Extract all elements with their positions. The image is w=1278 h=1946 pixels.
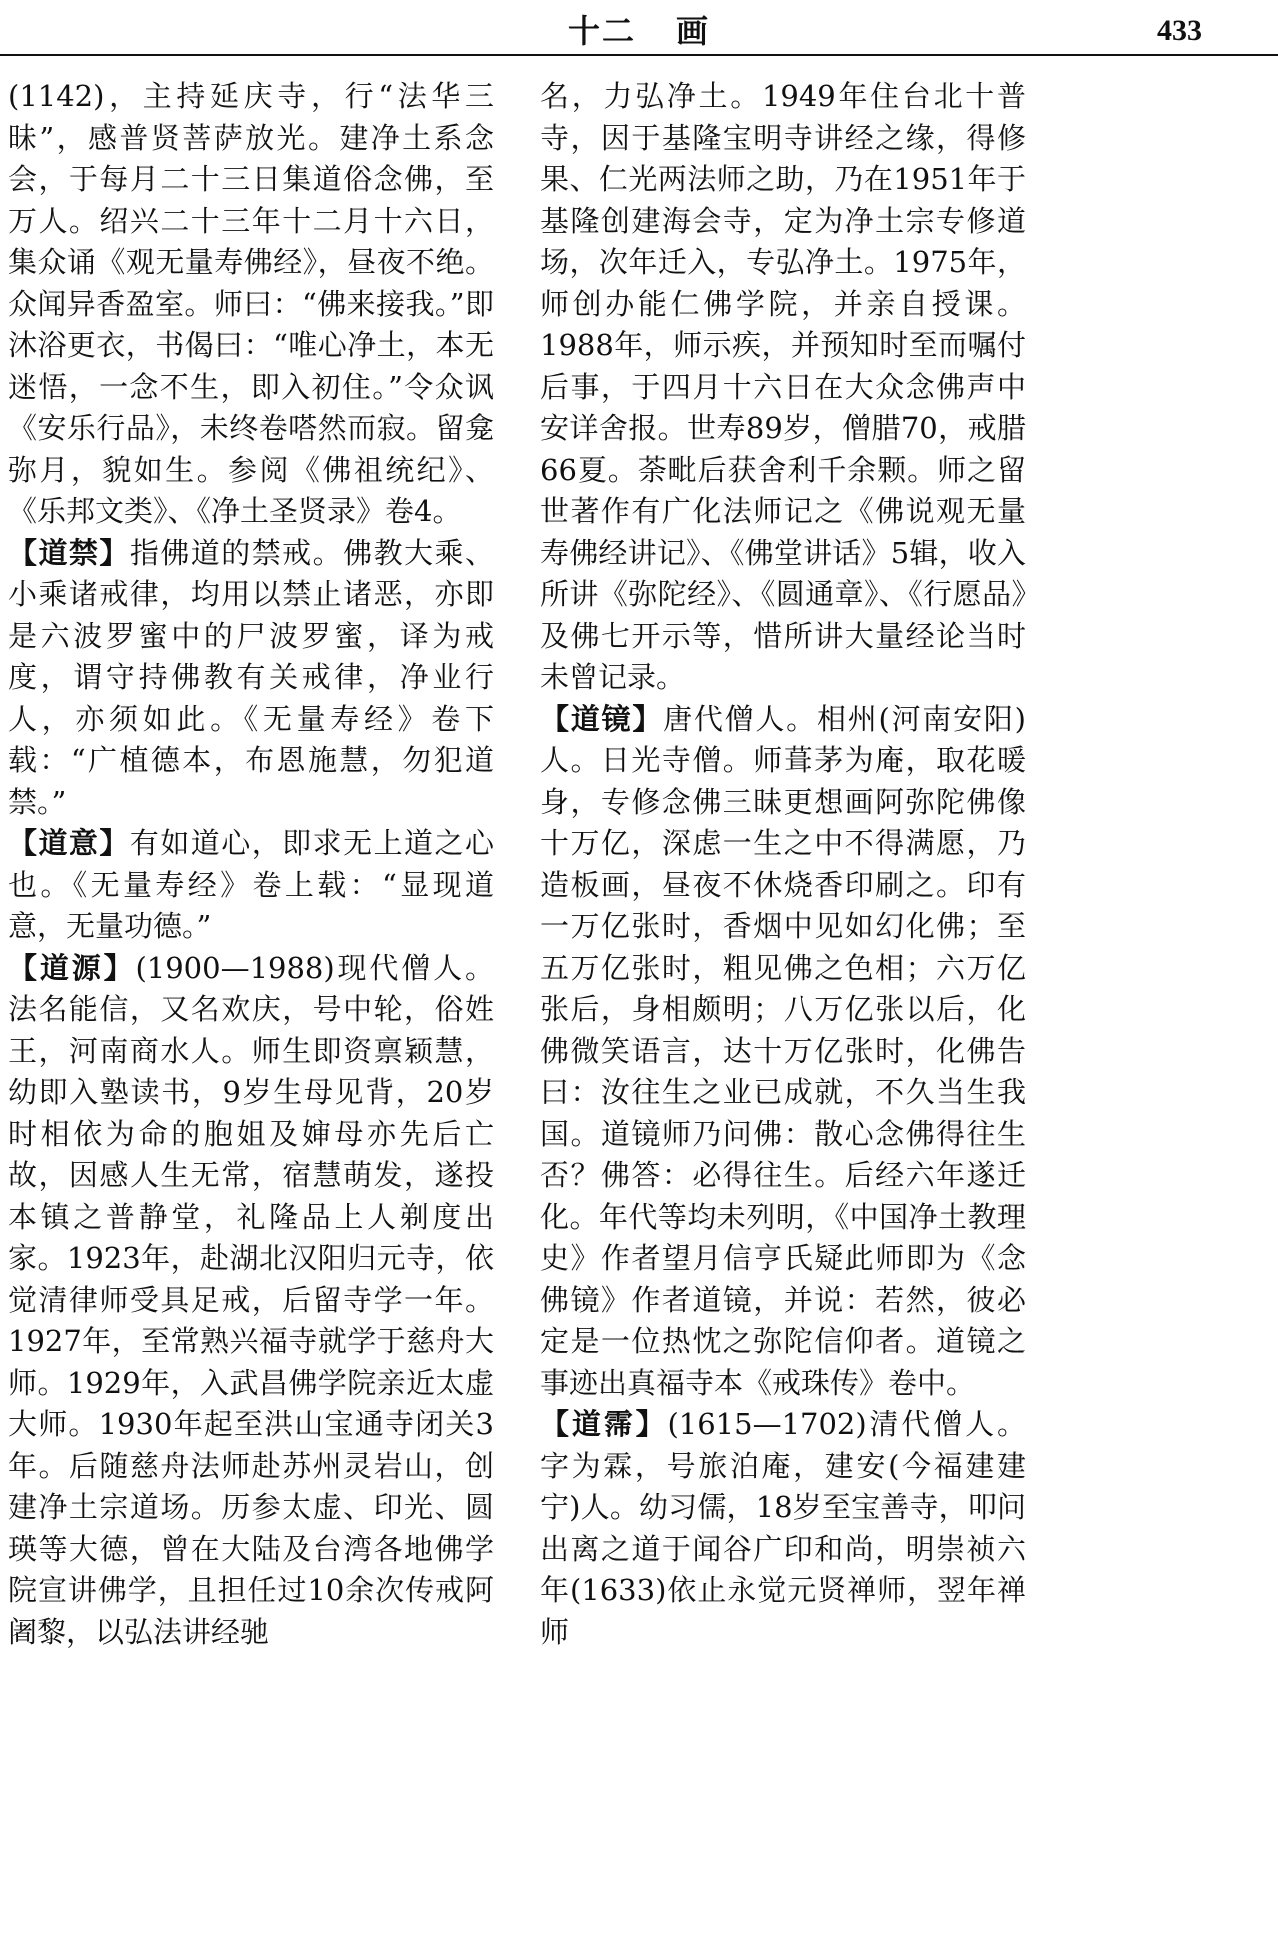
entry-daopei bbox=[540, 1404, 1026, 1653]
page-number: 433 bbox=[1157, 14, 1202, 47]
entry-daoyuan bbox=[8, 948, 494, 1654]
entry-body: 指佛道的禁戒。佛教大乘、小乘诸戒律，均用以禁止诸恶，亦即是六波罗蜜中的尸波罗蜜，译为戒度，谓守持佛教有关戒律，净业行人，亦须如此。《无量寿经》卷下载：“广植德本，布恩施慧，勿犯道禁。” bbox=[8, 535, 494, 819]
entry-headword: 【道源】 bbox=[8, 950, 136, 985]
chapter-title-part2: 画 bbox=[676, 12, 711, 50]
entry-daojing bbox=[540, 699, 1026, 1405]
chapter-title-part1: 十二 bbox=[567, 12, 636, 50]
entry-daojin bbox=[8, 533, 494, 824]
entry-continued-text bbox=[540, 76, 1026, 699]
page-header bbox=[0, 0, 1278, 60]
entry-headword: 【道霈】 bbox=[540, 1407, 668, 1441]
entry-body: (1615—1702)清代僧人。字为霖，号旅泊庵，建安(今福建建宁)人。幼习儒，18岁至宝善寺，叩问出离之道于闻谷广印和尚，明崇祯六年(1633)依止永觉元贤禅师，翌年禅师 bbox=[540, 1407, 1026, 1649]
entry-body: (1900—1988)现代僧人。法名能信，又名欢庆，号中轮，俗姓王，河南商水人。师生即资禀颖慧，幼即入塾读书，9岁生母见背，20岁时相依为命的胞姐及婶母亦先后亡故，因感人生无常，宿慧萌发，遂投本镇之普静堂，礼隆品上人剃度出家。1923年，赴湖北汉阳归元寺，依觉清律师受具足戒，后留寺学一年。1927年，至常熟兴福寺就学于慈舟大师。1929年，入武昌佛学院亲近太虚大师。1930年起至洪山宝通寺闭关3年。后随慈舟法师赴苏州灵岩山，创建净土宗道场。历参太虚、印光、圆瑛等大德，曾在大陆及台湾各地佛学院宣讲佛学，且担任过10余次传戒阿阇黎，以弘法讲经驰 bbox=[8, 950, 494, 1649]
right-column bbox=[540, 76, 1026, 1653]
entry-daoyi bbox=[8, 823, 494, 948]
entry-headword: 【道意】 bbox=[8, 826, 130, 860]
entry-headword: 【道禁】 bbox=[8, 535, 130, 570]
entry-body: (1142)，主持延庆寺，行“法华三昧”，感普贤菩萨放光。建净土系念会，于每月二十三日集道俗念佛，至万人。绍兴二十三年十二月十六日，集众诵《观无量寿佛经》，昼夜不绝。众闻异香盈室。师曰：“佛来接我。”即沐浴更衣，书偈曰：“唯心净土，本无迷悟，一念不生，即入初住。”令众讽《安乐行品》，未终卷嗒然而寂。留龛弥月，貌如生。参阅《佛祖统纪》、《乐邦文类》、《净土圣贤录》卷4。 bbox=[8, 79, 494, 528]
left-column bbox=[8, 76, 494, 1653]
entry-body: 名，力弘净土。1949年住台北十普寺，因于基隆宝明寺讲经之缘，得修果、仁光两法师之助，乃在1951年于基隆创建海会寺，定为净土宗专修道场，次年迁入，专弘净土。1975年，师创办能仁佛学院，并亲自授课。1988年，师示疾，并预知时至而嘱付后事，于四月十六日在大众念佛声中安详舍报。世寿89岁，僧腊70，戒腊66夏。荼毗后获舍利千余颗。师之留世著作有广化法师记之《佛说观无量寿佛经讲记》、《佛堂讲话》5辑，收入所讲《弥陀经》、《圆通章》、《行愿品》及佛七开示等，惜所讲大量经论当时未曾记录。 bbox=[540, 79, 1026, 694]
entry-body: 有如道心，即求无上道之心也。《无量寿经》卷上载：“显现道意，无量功德。” bbox=[8, 826, 494, 943]
entry-headword: 【道镜】 bbox=[540, 701, 664, 736]
entry-continued-text bbox=[8, 76, 494, 533]
chapter-title bbox=[0, 6, 1278, 52]
entry-body: 唐代僧人。相州(河南安阳)人。日光寺僧。师葺茅为庵，取花暖身，专修念佛三昧更想画阿弥陀佛像十万亿，深虑一生之中不得满愿，乃造板画，昼夜不休烧香印刷之。印有一万亿张时，香烟中见如幻化佛；至五万亿张时，粗见佛之色相；六万亿张后，身相颇明；八万亿张以后，化佛微笑语言，达十万亿张时，化佛告曰：汝往生之业已成就，不久当生我国。道镜师乃问佛：散心念佛得往生否？佛答：必得往生。后经六年遂迁化。年代等均未列明，《中国净土教理史》作者望月信亨氏疑此师即为《念佛镜》作者道镜，并说：若然，彼必定是一位热忱之弥陀信仰者。道镜之事迹出真福寺本《戒珠传》卷中。 bbox=[540, 701, 1026, 1400]
header-divider bbox=[0, 54, 1278, 56]
